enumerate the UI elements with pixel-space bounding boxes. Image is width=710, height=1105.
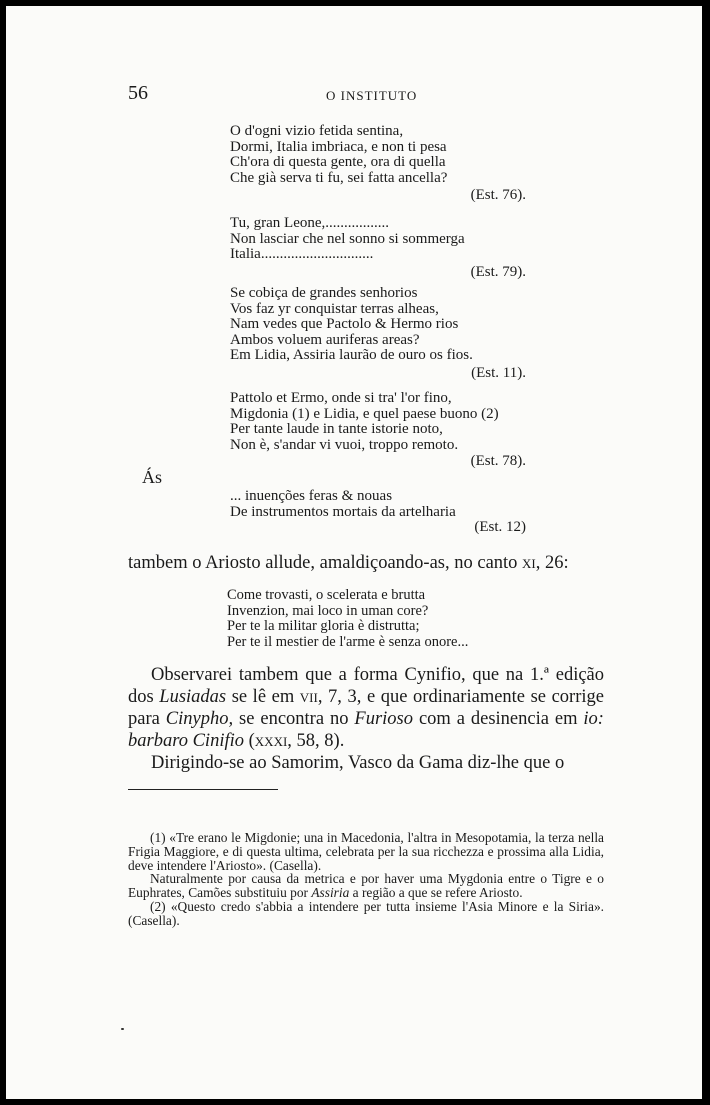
verse-line: Non lasciar che nel sonno si sommerga [230,230,465,247]
verse-line: Come trovasti, o scelerata e brutta [227,587,426,603]
verse-line: Non è, s'andar vi vuoi, troppo remoto. [230,436,459,453]
verse-line: Nam vedes que Pactolo & Hermo rios [230,316,459,333]
paragraph-cynifio: Observarei tambem que a forma Cynifio, que na 1.ª edição dos Lusiadas se lê em vii, 7, 3, e que ordinariamente se corrige para Cinypho, se encontra no Furioso com a desinencia em io: barbaro Cinifio (xxxi, 58, 8). Dirigindo-se ao Samorim, Vasco da Gama diz-lhe que o [128,665,605,773]
verse-line: Ch'ora di questa gente, ora di quella [230,154,446,171]
footnote-rule [128,789,278,790]
verse-line: Per te il mestier de l'arme è senza onore... [227,633,469,650]
page-number: 56 [128,82,148,104]
ariosto-quote [227,588,468,650]
ink-speck [121,1028,124,1030]
footnote-1-continued: Naturalmente por causa da metrica e por haver uma Mygdonia entre o Tigre e o Euphrates, Camões substituiu por Assiria a região a que se refere Ariosto. [128,871,604,901]
verse-line: Em Lidia, Assiria laurão de ouro os fios. [230,347,473,364]
stanza-ref: (Est. 12) [474,519,526,535]
stanza-5 [230,489,456,520]
stanza-3 [230,286,473,364]
stanza-ref: (Est. 78). [470,453,526,469]
verse-line: Ambos voluem auriferas areas? [230,331,420,348]
verse-line: O d'ogni vizio fetida sentina, [230,123,404,139]
footnote-1: (1) «Tre erano le Migdonie; una in Macedonia, l'altra in Mesopotamia, la terza nella Frigia Maggiore, e di questa ultima, celebrata per la sua ricchezza e prossima alla Lidia, deve intendere l'Ariosto». (Casella). [128,830,604,873]
verse-line: De instrumentos mortais da artelharia [230,503,456,520]
verse-line: Se cobiça de grandes senhorios [230,285,418,301]
footnote-2: (2) «Questo credo s'abbia a intendere per tutta insieme l'Asia Minore e la Siria». (Casella). [128,898,604,928]
verse-line: Tu, gran Leone,................. [230,215,390,231]
stanza-2 [230,216,465,263]
prose-line-ariosto: tambem o Ariosto allude, amaldiçoando-as, no canto xi, 26: [128,553,569,573]
as-label: Ás [142,467,163,487]
stanza-4 [230,391,499,453]
stanza-ref: (Est. 76). [470,187,526,203]
verse-line: Italia.............................. [230,246,374,263]
stanza-1 [230,124,447,186]
verse-line: Invenzion, mai loco in uman core? [227,602,429,619]
verse-line: ... inuenções feras & nouas [230,488,393,504]
running-title: O INSTITUTO [326,88,418,103]
book-page [6,6,702,1099]
verse-line: Per te la militar gloria è distrutta; [227,618,420,634]
verse-line: Pattolo et Ermo, onde si tra' l'or fino, [230,390,452,406]
verse-line: Che già serva ti fu, sei fatta ancella? [230,169,448,186]
verse-line: Dormi, Italia imbriaca, e non ti pesa [230,138,447,155]
footnotes [128,831,604,928]
verse-line: Vos faz yr conquistar terras alheas, [230,300,439,317]
verse-line: Migdonia (1) e Lidia, e quel paese buono (2) [230,405,499,422]
stanza-ref: (Est. 79). [470,264,526,280]
paragraph-samorim: Dirigindo-se ao Samorim, Vasco da Gama diz-lhe que o [151,753,565,773]
verse-line: Per tante laude in tante istorie noto, [230,421,443,438]
stanza-ref: (Est. 11). [471,365,526,381]
